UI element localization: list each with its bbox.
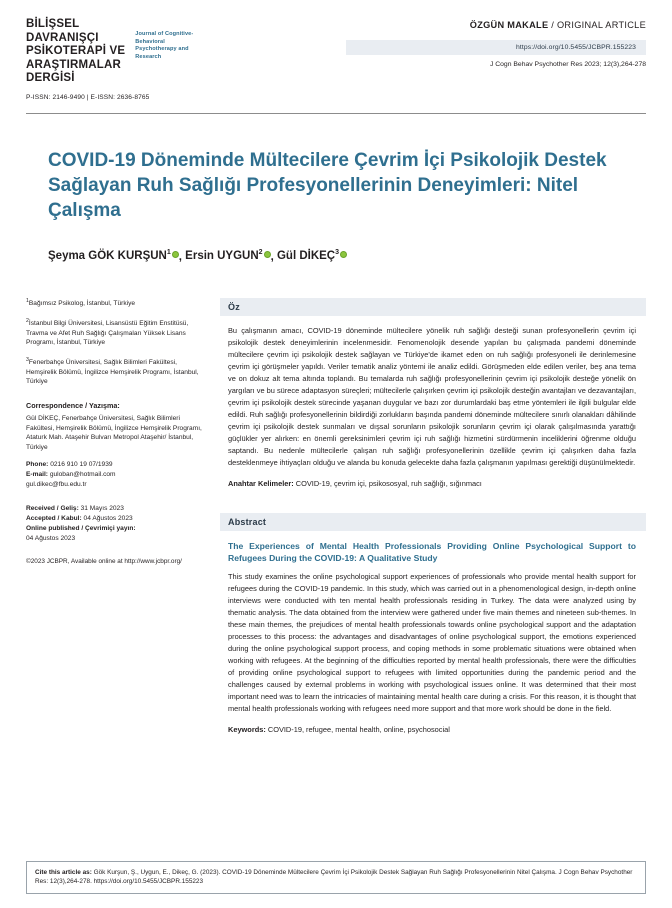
correspondence-block	[26, 401, 206, 490]
article-type	[346, 20, 646, 30]
cite-text: Gök Kurşun, Ş., Uygun, E., Dikeç, G. (2023). COVID-19 Döneminde Mültecilere Çevrim İçi Psikolojik Destek Sağlayan Ruh Sağlığı Profesyonellerinin Nitel Çalışma. J Cogn Behav Psychother Res: 12(3),264-278. https://doi.org/10.5455/JCBPR.155223	[35, 868, 633, 886]
abstract-tr-keywords-value: COVID-19, çevrim içi, psikososyal, ruh sağlığı, sığınmacı	[295, 479, 482, 489]
header-right	[346, 18, 646, 68]
affiliation-3-sup: 3	[26, 357, 29, 363]
email-value-1[interactable]: guloban@hotmail.com	[49, 471, 116, 479]
journal-title-line-2: DAVRANIŞÇI	[26, 31, 99, 44]
affiliation-1-sup: 1	[26, 298, 29, 305]
accepted-label: Accepted / Kabul:	[26, 514, 82, 522]
article-type-tr: ÖZGÜN MAKALE	[469, 20, 549, 30]
author-1-sup: 1	[166, 249, 171, 257]
orcid-icon[interactable]	[172, 251, 179, 258]
abstract-column	[220, 298, 646, 745]
author-3: Gül DİKEÇ$^3$	[276, 249, 340, 263]
masthead	[26, 18, 646, 107]
abstract-tr-heading: Öz	[220, 298, 646, 316]
journal-title-line-4: ARAŞTIRMALAR	[26, 58, 122, 71]
abstract-tr-panel	[220, 298, 646, 499]
correspondence-label: Correspondence / Yazışma:	[26, 400, 120, 410]
abstract-en-panel	[220, 513, 646, 745]
author-2-sup: 2	[258, 249, 263, 257]
author-3-sup: 3	[335, 249, 340, 257]
author-1: Şeyma GÖK KURŞUN$^1$	[48, 249, 171, 263]
abstract-en-keywords	[228, 724, 636, 735]
email-label: E-mail:	[26, 471, 48, 479]
affiliation-2-sup: 2	[26, 318, 29, 325]
email-value-2[interactable]: gul.dikec@fbu.edu.tr	[26, 480, 87, 488]
phone-label: Phone:	[26, 461, 49, 469]
affiliation-3	[26, 357, 206, 387]
cite-this-article-box	[26, 861, 646, 894]
abstract-en-keywords-value: COVID-19, refugee, mental health, online, psychosocial	[267, 725, 450, 735]
cite-label: Cite this article as:	[35, 868, 92, 876]
article-body	[26, 298, 646, 745]
orcid-icon[interactable]	[264, 251, 271, 258]
online-label: Online published / Çevrimiçi yayın:	[26, 524, 136, 532]
phone-value: 0216 910 19 07/1939	[50, 461, 113, 469]
header-divider	[26, 113, 646, 114]
journal-title-line-5: DERGİSİ	[26, 72, 75, 85]
phone-row	[26, 460, 206, 470]
affiliation-2-text: İstanbul Bilgi Üniversitesi, Lisansüstü Eğitim Enstitüsü, Travma ve Afet Ruh Sağlığı Çalışmaları Yüksek Lisans Programı, İstanbul, Türkiye	[26, 320, 189, 347]
affiliation-1	[26, 298, 206, 309]
abstract-en-title: The Experiences of Mental Health Professionals Providing Online Psychological Support to Refugees During the COVID-19: A Qualitative Study	[228, 541, 636, 564]
abstract-tr-body	[220, 316, 646, 499]
email-row	[26, 470, 206, 480]
received-label: Received / Geliş:	[26, 504, 79, 512]
journal-subtitle: Journal of Cognitive-Behavioral Psychotherapy and Research	[135, 31, 194, 60]
dates-block	[26, 504, 206, 544]
affiliation-3-text: Fenerbahçe Üniversitesi, Sağlık Bilimleri Fakültesi, Hemşirelik Bölümü, İngilizce Hemşirelik Programı, İstanbul, Türkiye	[26, 359, 199, 386]
orcid-icon[interactable]	[340, 251, 347, 258]
abstract-tr-keywords-label: Anahtar Kelimeler:	[228, 479, 294, 489]
copyright-block	[26, 557, 206, 566]
journal-title	[26, 18, 125, 86]
correspondence-text: Gül DİKEÇ, Fenerbahçe Üniversitesi, Sağlık Bilimleri Fakültesi, Hemşirelik Bölümü, İngilizce Hemşirelik Programı, Ataturk Mah. Ataşehir Bulvarı Metropol Ataşehir/ İstanbul, Türkiye	[26, 414, 202, 452]
journal-brand	[26, 18, 197, 101]
copyright-text: ©2023 JCBPR, Available online at	[26, 558, 123, 566]
online-value: 04 Ağustos 2023	[26, 534, 76, 542]
received-row	[26, 504, 206, 514]
accepted-row	[26, 514, 206, 524]
issue-citation: J Cogn Behav Psychother Res 2023; 12(3),264-278	[489, 61, 646, 68]
issn-line: P-ISSN: 2146-9490 | E-ISSN: 2636-8765	[26, 93, 150, 101]
journal-title-line-3: PSİKOTERAPİ VE	[26, 45, 126, 58]
abstract-en-heading: Abstract	[220, 513, 646, 531]
page-title: COVID-19 Döneminde Mültecilere Çevrim İçi Psikolojik Destek Sağlayan Ruh Sağlığı Profesyonellerinin Deneyimleri: Nitel Çalışma	[48, 149, 607, 222]
accepted-value: 04 Ağustos 2023	[83, 514, 133, 522]
copyright-url[interactable]: http://www.jcbpr.org/	[124, 558, 182, 566]
abstract-tr-text: Bu çalışmanın amacı, COVID-19 döneminde mültecilere yönelik ruh sağlığı desteği sunan profesyonellerin çevrim içi psikolojik destek deneyimlerinin incelenmesidir. Fenomenolojik desende yapılan bu çalışmada pandemi döneminde mültecilere çevrim içi psikolojik destek sağlayan ve Türkiye'de ikamet eden on ruh sağlığı profesyoneli ile derinlemesine çevrim içi görüşmeler yapıldı. Veriler tematik analiz yöntemi ile analiz edildi. Görüşmeden elde edilen veriler, beş ana tema ve on dokuz alt tema altında toplandı. Bu temalarda ruh sağlığı profesyonellerinin çevrim içi psikolojik desteğe yönelik ön yargıları ve bu sürece adaptasyon süreçleri; mültecilerle çalışırken çevrim içi psikolojik desteğin avantajları ve dezavantajları, çevrim içi psikolojik destek sürecinde yaşanan duygular ve bazı zor durumlardaki baş etme yöntemleri ile ilgili bulgular elde edildi. Ruh sağlığı profesyonellerinin bildirdiği zorlukların başında pandemi döneminde mültecilere sınırlı olanakları dâhilinde çevrim içi psikolojik destek sunmaları ve dışsal sorunların psikolojik sorunların çevrim içi olarak çalışılmasında yarattığı güçlükler yer alırken: en önemli gereksinimleri çevrim içi ruh sağlığı hizmetini sürdürmenin inceliklerini öğrenme olduğu saptandı. Bu nedenle mültecilerle çalışan ruh sağlığı profesyonellerinin özellikle çevrim içi çalışırken daha fazla desteklenmeye ihtiyaçları olduğu ve alanda bu konuda gelecekte daha fazla çalışmanın yapılması gerektiği düşünülmektedir.	[228, 326, 636, 468]
affiliation-1-text: Bağımsız Psikolog, İstanbul, Türkiye	[28, 300, 136, 308]
author-list: Şeyma GÖK KURŞUN$^1$ , Ersin UYGUN$^2$ , Gül DİKEÇ$^3$	[48, 250, 646, 263]
article-type-en: / ORIGINAL ARTICLE	[551, 20, 646, 30]
sidebar-column	[26, 298, 206, 745]
journal-title-line-1: BİLİŞSEL	[26, 18, 80, 30]
affiliation-2	[26, 318, 206, 348]
online-row	[26, 524, 206, 534]
abstract-en-text: This study examines the online psychological support experiences of professionals who provide mental health support for refugees during the COVID-19 pandemic. In this study, which was carried out in a phenomenological design, in-depth online interviews were conducted with ten mental health professionals residing in Turkey. The data were analyzed using by thematic analysis. The data obtained from the interview were gathered under five main themes and nineteen sub-themes. In these main themes, the prejudices of mental health professionals towards online psychological support and the adaptation processes to this process: the advantages and disadvantages of online psychological support, the emotions experienced during the online psychological support process, and coping methods in some problematic situations were obtained when working with refugees. At the beginning of the difficulties reported by mental health professionals, there were the difficulties of providing online psychological support to refugees with limited opportunities during the pandemic period and the challenges caused by external problems in working with psychological issues online. It was determined that their most important need was to learn the intricacies of maintaining mental health care during a crisis. For this reason, it is thought that mental health professionals working with refugees need more support and that more work should be done in the field.	[228, 572, 636, 714]
received-value: 31 Mayıs 2023	[80, 504, 124, 512]
doi-link[interactable]: https://doi.org/10.5455/JCBPR.155223	[346, 40, 646, 55]
abstract-tr-keywords	[228, 478, 636, 489]
abstract-en-body	[220, 531, 646, 745]
author-2: Ersin UYGUN$^2$	[185, 249, 263, 263]
abstract-en-keywords-label: Keywords:	[228, 725, 266, 735]
